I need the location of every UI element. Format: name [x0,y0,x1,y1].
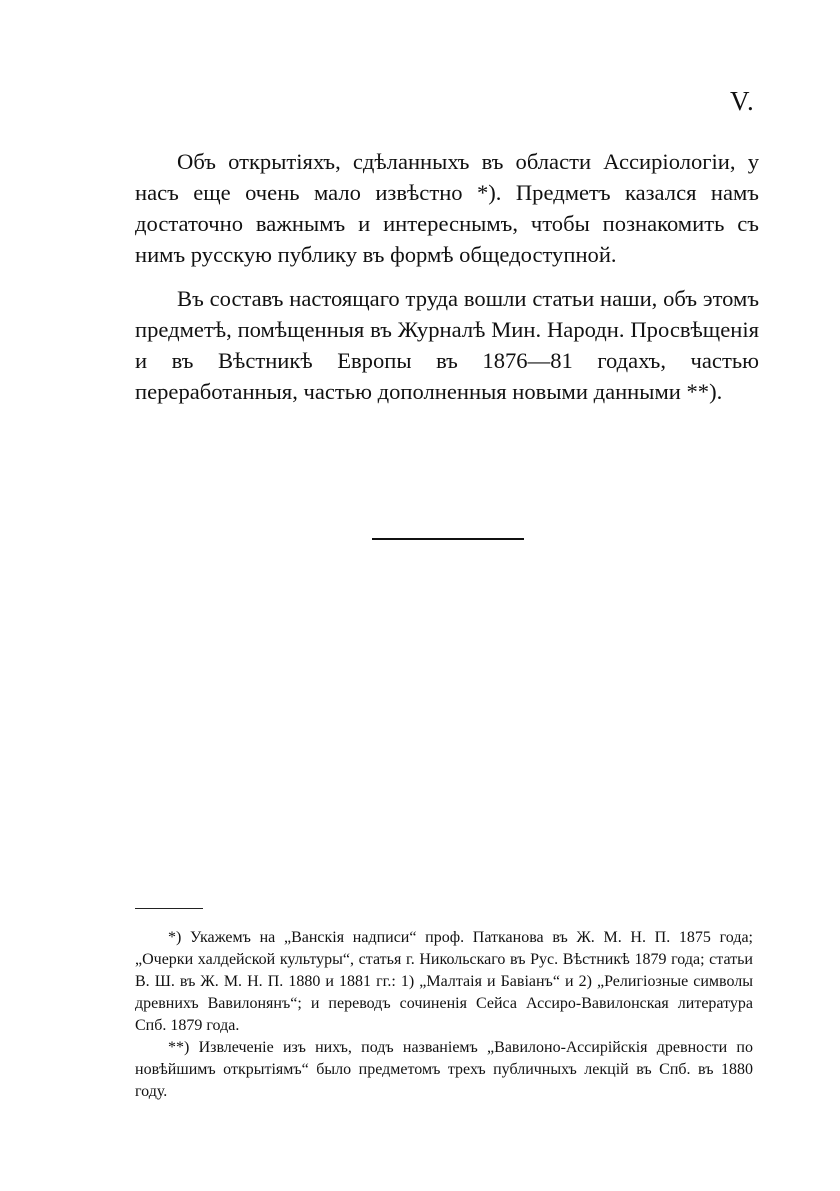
body-paragraph: Объ открытіяхъ, сдѣланныхъ въ области Ассиріологіи, у насъ еще очень мало извѣстно *). Предметъ казался намъ достаточно важнымъ и интереснымъ, чтобы познакомить съ нимъ русскую публику въ формѣ общедоступной. [135,149,759,267]
footnote: **) Извлеченіе изъ нихъ, подъ названіемъ „Вавилоно-Ассирійскія древности по новѣйшимъ открытіямъ“ было предметомъ трехъ публичныхъ лекцій въ Спб. въ 1880 году. [135,1039,753,1100]
footnotes [135,927,753,1103]
footnote: *) Укажемъ на „Ванскія надписи“ проф. Патканова въ Ж. М. Н. П. 1875 года; „Очерки халдейской культуры“, статья г. Никольскаго въ Рус. Вѣстникѣ 1879 года; статьи В. Ш. въ Ж. М. Н. П. 1880 и 1881 гг.: 1) „Малтаія и Бавіанъ“ и 2) „Религіозные символы древнихъ Вавилонянъ“; и переводъ сочиненія Сейса Ассиро-Вавилонская литература Спб. 1879 года. [135,929,753,1034]
footnote-divider [135,908,203,909]
section-divider [372,538,524,540]
main-text [135,146,759,420]
page-number: V. [730,86,755,116]
body-paragraph: Въ составъ настоящаго труда вошли статьи наши, объ этомъ предметѣ, помѣщенныя въ Журналѣ Мин. Народн. Просвѣщенія и въ Вѣстникѣ Европы въ 1876—81 годахъ, частью переработанныя, частью дополненныя новыми данными **). [135,286,759,404]
